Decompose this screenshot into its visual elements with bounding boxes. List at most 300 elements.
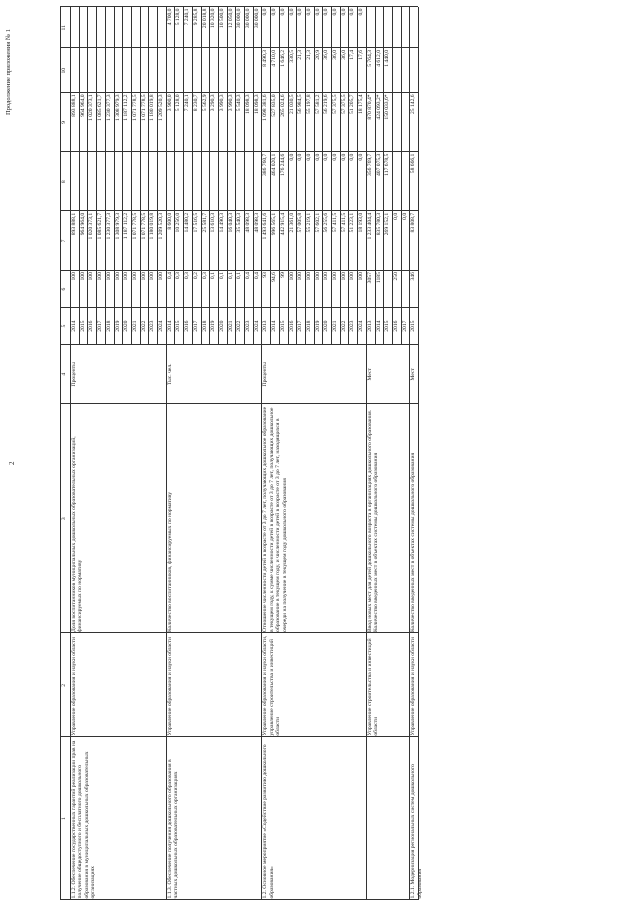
value-cell: 3 990,3: [227, 94, 234, 112]
year-cell: 2015: [410, 320, 417, 332]
year-cell: 2015: [175, 320, 182, 332]
year-cell: 2023: [349, 320, 356, 332]
value-cell: 25 142,6: [410, 94, 417, 114]
table-rule: [375, 7, 376, 345]
value-cell: [149, 154, 156, 210]
value-cell: 100: [71, 272, 77, 281]
value-cell: 1 230 377,3: [105, 94, 112, 121]
table-rule: [227, 7, 228, 345]
unit: Проценты: [71, 362, 77, 387]
table-rule: [314, 7, 315, 345]
value-cell: [410, 9, 417, 47]
value-cell: [106, 9, 113, 47]
value-cell: [123, 154, 130, 210]
value-cell: 10 256,0: [175, 212, 182, 233]
value-cell: [132, 9, 139, 47]
appendix-note: Продолжение приложения № 1: [5, 29, 12, 115]
value-cell: 18 098,3: [245, 94, 251, 114]
value-cell: 30 000,0: [236, 8, 243, 29]
value-cell: 0,2: [192, 272, 199, 280]
value-cell: 57 411,5: [332, 212, 338, 233]
value-cell: 1 085 621,7: [97, 94, 104, 121]
table-rule: [209, 7, 210, 345]
year-cell: 2022: [140, 320, 147, 332]
value-cell: 20,9: [314, 49, 321, 60]
indicator-description: Отношение численности детей в возрасте от 3 до 7 лет, получающих дошкольное образование в текущем году, к сумме численности детей в возрасте от 3 до 7 лет, получающих дошкольное образование в текущем году, и численности детей в возрасте от 3 до 7 лет, находящихся в очереди на получение в текущем году дошкольного образования: [262, 406, 288, 632]
value-cell: 51 223,1: [349, 212, 356, 233]
value-cell: [132, 154, 139, 210]
value-cell: 100: [340, 272, 347, 281]
value-cell: 100: [88, 272, 95, 281]
year-cell: 2016: [288, 320, 295, 332]
value-cell: [202, 154, 209, 210]
value-cell: 0,0: [271, 8, 278, 16]
year-cell: 2024: [358, 320, 365, 332]
value-cell: [193, 50, 200, 91]
value-cell: [80, 9, 87, 47]
value-cell: [202, 50, 209, 91]
table-rule: [60, 633, 418, 634]
table-rule: [392, 7, 393, 345]
value-cell: 3 290,3: [210, 94, 217, 112]
value-cell: [184, 154, 191, 210]
value-cell: 9 285,8: [192, 8, 199, 26]
value-cell: 21 361,0: [288, 212, 295, 233]
year-cell: 2018: [105, 320, 112, 332]
indicator-description: Количество введенных мест в объектах системы дошкольного образования: [410, 452, 417, 632]
table-rule: [218, 7, 219, 345]
value-cell: 100: [97, 272, 104, 281]
year-cell: 2014: [71, 320, 77, 332]
unit: Мест: [410, 368, 417, 381]
value-cell: [175, 154, 182, 210]
value-cell: 0,0: [332, 8, 338, 16]
column-number: 11: [61, 25, 67, 31]
value-cell: 8 230,7: [192, 94, 199, 112]
value-cell: 100: [323, 272, 330, 281]
value-cell: 0,0: [323, 8, 330, 16]
value-cell: 0,0: [262, 8, 269, 16]
year-cell: 2019: [210, 320, 217, 332]
table-rule: [60, 48, 418, 49]
value-cell: [88, 9, 95, 47]
value-cell: 21 030,5: [288, 94, 295, 114]
year-cell: 2019: [114, 320, 121, 332]
value-cell: 269 152,1: [384, 212, 391, 236]
table-rule: [87, 7, 88, 345]
value-cell: 1 071 778,5: [131, 212, 138, 240]
value-cell: 25 581,7: [201, 212, 208, 233]
table-rule: [105, 7, 106, 345]
table-rule: [401, 7, 402, 345]
table-rule: [288, 7, 289, 345]
value-cell: 4 700,0: [166, 8, 173, 26]
value-cell: 48 098,3: [245, 212, 251, 233]
executor: Управление образования и науки области: [71, 637, 77, 736]
value-cell: 100: [105, 272, 112, 281]
value-cell: 1 646,2: [279, 49, 286, 67]
table-rule: [140, 7, 141, 345]
value-cell: 424 093,2*: [375, 94, 382, 120]
table-rule: [244, 7, 245, 345]
year-cell: 2020: [323, 320, 330, 332]
table-rule: [270, 7, 271, 345]
year-cell: 2016: [88, 320, 95, 332]
table-rule: [201, 7, 202, 345]
value-cell: 1 020 373,1: [88, 94, 95, 121]
table-rule: [183, 7, 184, 345]
value-cell: 30 000,0: [253, 8, 260, 29]
value-cell: 0,0: [314, 153, 321, 161]
value-cell: 964 964,0: [79, 94, 86, 117]
value-cell: [367, 9, 374, 47]
value-cell: 94,6: [271, 272, 278, 282]
value-cell: 0,0: [288, 8, 295, 16]
value-cell: 7 240,1: [184, 94, 191, 112]
measure-name: 1.1.3. Обеспечение получения дошкольного образования в частных дошкольных образовательных организациях: [166, 759, 180, 899]
value-cell: 330,5: [288, 49, 295, 63]
value-cell: [97, 9, 104, 47]
table-rule: [357, 7, 358, 345]
value-cell: 0,4: [253, 272, 260, 280]
value-cell: [123, 50, 130, 91]
value-cell: 407 075,3: [375, 153, 382, 177]
year-cell: 2021: [131, 320, 138, 332]
value-cell: [193, 154, 200, 210]
value-cell: 57 581,2: [314, 94, 321, 114]
year-cell: 2015: [79, 320, 86, 332]
table-rule: [79, 7, 80, 345]
value-cell: 0,0: [358, 153, 365, 161]
table-rule: [331, 7, 332, 345]
value-cell: [88, 50, 95, 91]
value-cell: 0,0: [401, 212, 408, 220]
column-number: 5: [61, 324, 67, 328]
page-number: 2: [8, 461, 16, 465]
value-cell: [158, 154, 165, 210]
value-cell: 14 480,2: [184, 212, 191, 233]
value-cell: 30 000,0: [245, 8, 251, 29]
value-cell: 4 710,0: [271, 49, 278, 67]
value-cell: 100: [123, 272, 130, 281]
value-cell: 100: [314, 272, 321, 281]
value-cell: 996 565,1: [271, 212, 278, 236]
value-cell: 250: [392, 272, 399, 281]
value-cell: [219, 154, 226, 210]
value-cell: 0,0: [358, 8, 365, 16]
value-cell: 100: [149, 272, 156, 281]
value-cell: 0,1: [227, 272, 234, 280]
value-cell: [167, 50, 174, 91]
value-cell: 1 493 641,6: [262, 212, 269, 240]
value-cell: 56 984,5: [297, 94, 304, 114]
value-cell: 176 244,6: [279, 153, 286, 177]
table-rule: [305, 7, 306, 345]
value-cell: 0,0: [314, 8, 321, 16]
value-cell: 0,4: [245, 272, 251, 280]
value-cell: [123, 9, 130, 47]
value-cell: 1 308 979,3: [114, 94, 121, 121]
value-cell: [393, 50, 400, 91]
unit: Тыс. чел.: [166, 363, 173, 386]
value-cell: 964 964,0: [79, 212, 86, 236]
column-number: 3: [61, 517, 67, 521]
value-cell: 1 071 778,5: [140, 94, 147, 121]
value-cell: 12 050,0: [227, 8, 234, 29]
value-cell: 5 540,3: [236, 94, 243, 112]
value-cell: 100: [358, 272, 365, 281]
table-rule: [60, 307, 418, 308]
value-cell: 150 033,6*: [384, 94, 391, 120]
year-cell: 2017: [97, 320, 104, 332]
value-cell: 0,0: [305, 8, 312, 16]
year-cell: 2013: [366, 320, 373, 332]
value-cell: [402, 50, 409, 91]
year-cell: 2014: [375, 320, 382, 332]
column-number: 1: [61, 817, 67, 820]
value-cell: 1 020 373,1: [88, 212, 95, 240]
value-cell: 10 320,0: [210, 8, 217, 29]
value-cell: 356 769,7: [366, 153, 373, 177]
value-cell: 0,4: [166, 272, 173, 280]
value-cell: 100: [297, 272, 304, 281]
column-number: 10: [61, 67, 67, 74]
value-cell: 100: [131, 272, 138, 281]
value-cell: 18 175,4: [358, 94, 365, 114]
value-cell: [219, 50, 226, 91]
value-cell: 36,0: [332, 49, 338, 60]
value-cell: [402, 154, 409, 210]
value-cell: [402, 94, 409, 150]
value-cell: 56 255,6: [323, 212, 330, 233]
value-cell: [228, 50, 235, 91]
table-rule: [131, 7, 132, 345]
value-cell: [132, 50, 139, 91]
value-cell: 5 128,0: [175, 94, 182, 112]
value-cell: 55 219,1: [305, 212, 312, 233]
value-cell: 1 085 621,7: [97, 212, 104, 240]
table-rule: [383, 7, 384, 345]
year-cell: 2017: [192, 320, 199, 332]
value-cell: 0,0: [305, 153, 312, 161]
table-rule: [60, 899, 418, 900]
value-cell: 0,0: [340, 153, 347, 161]
executor: Управление строительства и инвестиций области: [366, 638, 380, 736]
value-cell: 3057: [366, 272, 373, 284]
value-cell: 100: [332, 272, 338, 281]
table-rule: [174, 7, 175, 345]
value-cell: 0,1: [236, 272, 243, 280]
value-cell: [410, 50, 417, 91]
value-cell: [254, 50, 261, 91]
value-cell: 870 870,4*: [366, 94, 373, 120]
value-cell: 0,0: [349, 8, 356, 16]
year-cell: 2020: [123, 320, 130, 332]
value-cell: 1 187 112,2: [123, 212, 130, 240]
value-cell: [115, 50, 122, 91]
value-cell: 21,3: [297, 49, 304, 60]
value-cell: 0,1: [210, 272, 217, 280]
value-cell: 0,0: [349, 153, 356, 161]
value-cell: [245, 154, 252, 210]
value-cell: 20 018,8: [201, 8, 208, 29]
value-cell: 100: [114, 272, 121, 281]
value-cell: [97, 154, 104, 210]
value-cell: [228, 154, 235, 210]
year-cell: 2021: [227, 320, 234, 332]
value-cell: [184, 50, 191, 91]
value-cell: [376, 9, 383, 47]
value-cell: [402, 272, 409, 306]
value-cell: 57 602,1: [314, 212, 321, 233]
year-cell: 2016: [392, 320, 399, 332]
value-cell: 99: [279, 272, 286, 278]
year-cell: 2017: [297, 320, 304, 332]
value-cell: 0,0: [288, 153, 295, 161]
value-cell: [210, 50, 217, 91]
column-number: 4: [61, 372, 67, 376]
value-cell: [384, 9, 391, 47]
unit: Мест: [366, 368, 373, 381]
value-cell: 100: [349, 272, 356, 281]
value-cell: 18 193,0: [358, 212, 365, 233]
value-cell: 1 180 019,8: [149, 212, 156, 240]
year-cell: 2022: [340, 320, 347, 332]
value-cell: [141, 50, 148, 91]
value-cell: 0,0: [332, 153, 338, 161]
year-cell: 2015: [384, 320, 391, 332]
year-cell: 2019: [314, 320, 321, 332]
value-cell: 1 180 019,8: [149, 94, 156, 121]
value-cell: 0,3: [201, 272, 208, 280]
value-cell: 1 308 979,3: [114, 212, 121, 240]
column-number: 8: [61, 180, 67, 184]
year-cell: 2024: [158, 320, 164, 332]
table-rule: [418, 7, 419, 900]
value-cell: 0,0: [297, 8, 304, 16]
value-cell: 3 900,0: [166, 94, 173, 112]
table-rule: [60, 211, 418, 212]
table-rule: [157, 7, 158, 345]
table-rule: [60, 92, 418, 93]
year-cell: 2022: [236, 320, 243, 332]
measure-name: 1.1.2. Обеспечение государственных гарантий реализации прав на получение общедоступного и бесплатного дошкольного образования в муниципальных дошкольных образовательных организациях: [71, 740, 97, 899]
value-cell: 1 071 778,5: [140, 212, 147, 240]
value-cell: 100: [79, 272, 86, 281]
table-rule: [60, 6, 418, 7]
value-cell: 17,6: [358, 49, 365, 60]
value-cell: 57 375,5: [332, 94, 338, 114]
indicator-description: Доля воспитанников муниципальных дошкольных образовательных организаций, финансируемых по нормативу: [71, 436, 84, 632]
value-cell: 1 209 520,3: [158, 212, 164, 240]
value-cell: 100: [140, 272, 147, 281]
table-rule: [348, 7, 349, 345]
year-cell: 2018: [305, 320, 312, 332]
budget-table: [60, 7, 492, 900]
table-rule: [60, 344, 418, 345]
value-cell: [106, 154, 113, 210]
value-cell: 18 098,3: [253, 94, 260, 114]
value-cell: 5 562,9: [201, 94, 208, 112]
year-cell: 2014: [166, 320, 173, 332]
value-cell: 1 233 404,4: [366, 212, 373, 240]
executor: Управление образования и науки области: [166, 637, 173, 736]
year-cell: 2023: [149, 320, 156, 332]
year-cell: 2017: [401, 320, 408, 332]
value-cell: 0,3: [184, 272, 191, 280]
year-cell: 2014: [271, 320, 278, 332]
value-cell: [236, 154, 243, 210]
table-rule: [235, 7, 236, 345]
value-cell: [71, 9, 78, 47]
value-cell: 8 600,0: [166, 212, 173, 230]
table-rule: [340, 7, 341, 345]
table-rule: [60, 736, 418, 737]
table-rule: [253, 7, 254, 345]
value-cell: [141, 9, 148, 47]
value-cell: 0,0: [323, 153, 330, 161]
table-rule: [60, 403, 418, 404]
value-cell: 100: [288, 272, 295, 281]
value-cell: 117 678,5: [384, 153, 391, 176]
value-cell: 1 187 112,2: [123, 94, 130, 121]
value-cell: 17,4: [349, 49, 356, 60]
indicator-description: Количество воспитанников, финансируемых по нормативу: [166, 491, 173, 632]
table-rule: [114, 7, 115, 345]
value-cell: [245, 50, 252, 91]
table-rule: [60, 270, 418, 271]
value-cell: 0,0: [392, 212, 399, 220]
year-cell: 2024: [253, 320, 260, 332]
value-cell: 83 808,7: [410, 212, 417, 233]
year-cell: 2021: [332, 320, 338, 332]
table-rule: [148, 7, 149, 345]
value-cell: 55 197,8: [305, 94, 312, 114]
value-cell: 5 764,3: [366, 49, 373, 67]
value-cell: 17 516,5: [192, 212, 199, 233]
value-cell: 14 490,3: [218, 212, 225, 233]
value-cell: 51 205,7: [349, 94, 356, 114]
year-cell: 2015: [279, 320, 286, 332]
value-cell: 3 990,3: [218, 94, 225, 112]
table-rule: [279, 7, 280, 345]
measure-name: 1.2. Основное мероприятие «Содействие развитию дошкольного образования»: [262, 744, 275, 899]
value-cell: 0,0: [340, 8, 347, 16]
value-cell: [80, 154, 87, 210]
year-cell: 2020: [218, 320, 225, 332]
value-cell: 346: [410, 272, 417, 281]
table-rule: [96, 7, 97, 345]
value-cell: [384, 272, 391, 306]
value-cell: [115, 154, 122, 210]
value-cell: 57 375,5: [340, 94, 347, 114]
value-cell: 58 666,1: [410, 153, 417, 174]
table-rule: [192, 7, 193, 345]
value-cell: 10 500,0: [218, 8, 225, 29]
value-cell: 8 490,3: [262, 49, 269, 67]
value-cell: [393, 9, 400, 47]
value-cell: [88, 154, 95, 210]
value-cell: [115, 9, 122, 47]
value-cell: 93: [262, 272, 269, 278]
value-cell: 1 230 377,3: [105, 212, 112, 240]
table-rule: [60, 7, 61, 900]
year-cell: 2023: [245, 320, 251, 332]
value-cell: 57 005,8: [297, 212, 304, 233]
value-cell: 1 071 778,5: [131, 94, 138, 121]
value-cell: 527 835,0: [271, 94, 278, 117]
value-cell: [149, 9, 156, 47]
